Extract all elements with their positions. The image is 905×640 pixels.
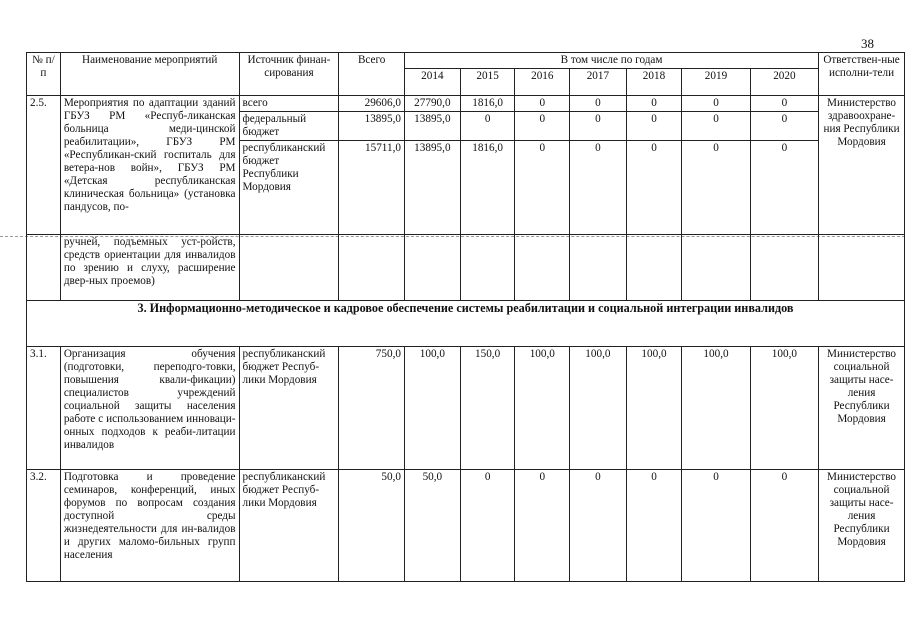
header-year: 2018	[626, 69, 682, 96]
header-year: 2020	[750, 69, 818, 96]
row-name: Организация обучения (подготовки, переподго-товки, повышения квали-фикации) специалистов учреждений социальной защиты населения работе с использованием инноваци-онных подходов к реаби-литации инвалидов	[60, 347, 239, 470]
empty-cell	[750, 235, 818, 301]
year-cell: 0	[626, 141, 682, 235]
header-source: Источник финан-сирования	[239, 53, 339, 96]
total-cell: 15711,0	[339, 141, 405, 235]
year-cell: 0	[515, 112, 570, 141]
empty-cell	[239, 235, 339, 301]
year-cell: 27790,0	[404, 96, 460, 112]
year-cell: 100,0	[750, 347, 818, 470]
year-cell: 13895,0	[404, 141, 460, 235]
year-cell: 0	[570, 470, 627, 582]
year-cell: 13895,0	[404, 112, 460, 141]
year-cell: 0	[460, 112, 515, 141]
source-cell: республиканский бюджет Респуб-лики Мордовия	[239, 347, 339, 470]
year-cell: 0	[460, 470, 515, 582]
header-year: 2019	[682, 69, 750, 96]
year-cell: 0	[750, 112, 818, 141]
year-cell: 0	[750, 470, 818, 582]
source-cell: всего	[239, 96, 339, 112]
empty-cell	[339, 235, 405, 301]
year-cell: 0	[682, 96, 750, 112]
responsible-cell: Министерство здравоохране-ния Республики Мордовия	[819, 96, 905, 235]
source-cell: федеральный бюджет	[239, 112, 339, 141]
year-cell: 0	[570, 141, 627, 235]
year-cell: 0	[515, 470, 570, 582]
row-name: Мероприятия по адаптации зданий ГБУЗ РМ «Респуб-ликанская больница меди-цинской реабилитации», ГБУЗ РМ «Республикан-ский госпиталь для ветера-нов войн», ГБУЗ РМ «Детская республиканская клиническая больница» (установка пандусов, по-	[60, 96, 239, 235]
header-year: 2016	[515, 69, 570, 96]
year-cell: 0	[682, 470, 750, 582]
total-cell: 13895,0	[339, 112, 405, 141]
section-title: 3. Информационно-методическое и кадровое обеспечение системы реабилитации и социальной интеграции инвалидов	[27, 301, 905, 347]
table-row	[27, 470, 905, 582]
responsible-cell: Министерство социальной защиты насе-ления Республики Мордовия	[819, 347, 905, 470]
total-cell: 750,0	[339, 347, 405, 470]
empty-cell	[682, 235, 750, 301]
year-cell: 1816,0	[460, 141, 515, 235]
year-cell: 0	[515, 96, 570, 112]
year-cell: 50,0	[404, 470, 460, 582]
year-cell: 150,0	[460, 347, 515, 470]
empty-cell	[626, 235, 682, 301]
year-cell: 0	[682, 141, 750, 235]
header-year: 2014	[404, 69, 460, 96]
responsible-cell: Министерство социальной защиты насе-ления Республики Мордовия	[819, 470, 905, 582]
empty-cell	[570, 235, 627, 301]
year-cell: 1816,0	[460, 96, 515, 112]
source-cell: республиканский бюджет Республики Мордовия	[239, 141, 339, 235]
header-row	[27, 53, 905, 69]
row-name: Подготовка и проведение семинаров, конференций, иных форумов по вопросам создания доступной среды жизнедеятельности для ин-валидов и других маломо-бильных групп населения	[60, 470, 239, 582]
table-row	[27, 347, 905, 470]
total-cell: 29606,0	[339, 96, 405, 112]
empty-cell	[515, 235, 570, 301]
header-total: Всего	[339, 53, 405, 96]
row-number: 2.5.	[27, 96, 61, 235]
table-row	[27, 96, 905, 112]
row-name-continuation: ручней, подъемных уст-ройств, средств ориентации для инвалидов по зрению и слуху, расширение двер-ных проемов)	[60, 235, 239, 301]
table-row-continuation	[27, 235, 905, 301]
source-cell: республиканский бюджет Респуб-лики Мордовия	[239, 470, 339, 582]
year-cell: 100,0	[404, 347, 460, 470]
section-row	[27, 301, 905, 347]
total-cell: 50,0	[339, 470, 405, 582]
year-cell: 0	[626, 470, 682, 582]
year-cell: 0	[570, 96, 627, 112]
year-cell: 0	[626, 112, 682, 141]
year-cell: 100,0	[626, 347, 682, 470]
year-cell: 0	[515, 141, 570, 235]
year-cell: 0	[750, 141, 818, 235]
empty-cell	[460, 235, 515, 301]
year-cell: 100,0	[570, 347, 627, 470]
empty-cell	[27, 235, 61, 301]
empty-cell	[819, 235, 905, 301]
year-cell: 0	[682, 112, 750, 141]
year-cell: 100,0	[682, 347, 750, 470]
empty-cell	[404, 235, 460, 301]
row-number: 3.2.	[27, 470, 61, 582]
year-cell: 0	[570, 112, 627, 141]
header-name: Наименование мероприятий	[60, 53, 239, 96]
header-years-group: В том числе по годам	[404, 53, 818, 69]
page-number: 38	[861, 36, 874, 51]
year-cell: 0	[750, 96, 818, 112]
year-cell: 100,0	[515, 347, 570, 470]
header-responsible: Ответствен-ные исполни-тели	[819, 53, 905, 96]
header-num: № п/п	[27, 53, 61, 96]
program-table	[26, 52, 905, 582]
header-year: 2017	[570, 69, 627, 96]
year-cell: 0	[626, 96, 682, 112]
row-number: 3.1.	[27, 347, 61, 470]
header-year: 2015	[460, 69, 515, 96]
